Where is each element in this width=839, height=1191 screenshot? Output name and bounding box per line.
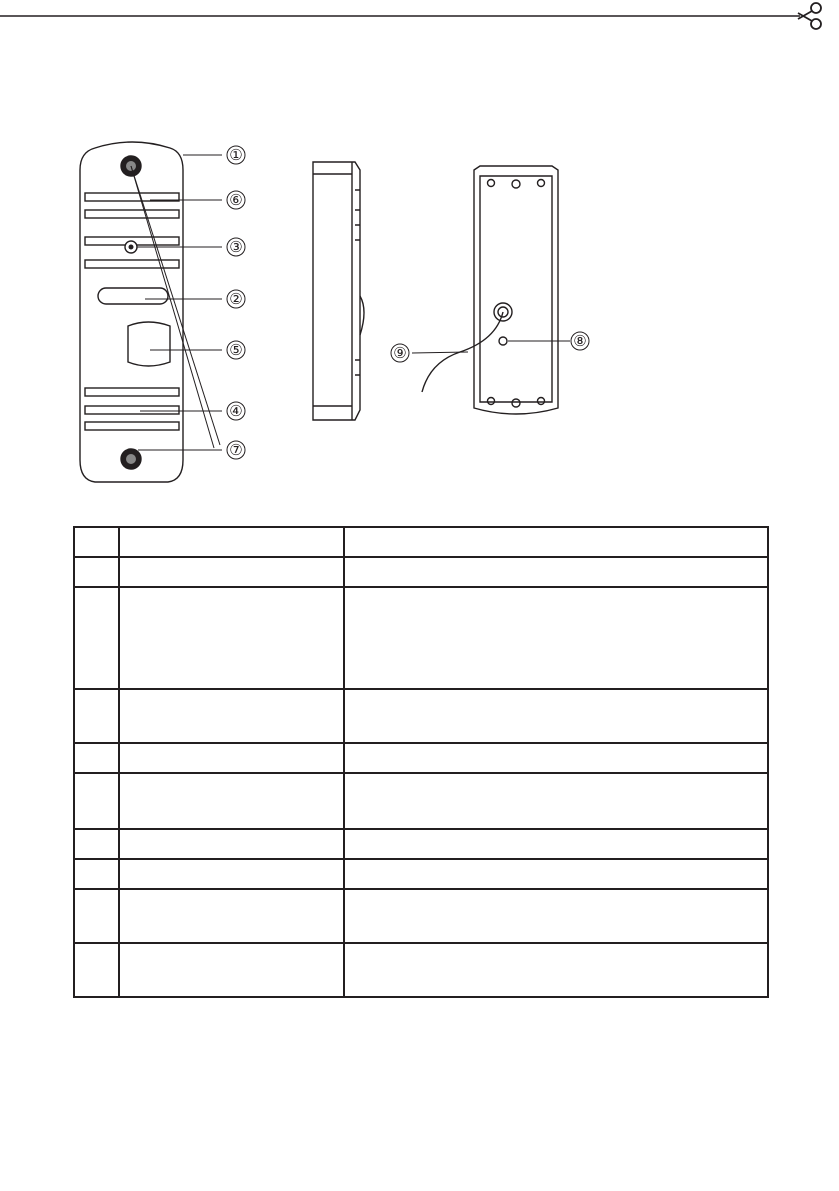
back-leader-lines (412, 341, 570, 353)
scissor-cut-line (0, 0, 839, 40)
side-panel-body (313, 162, 360, 420)
table-cell (344, 527, 768, 557)
table-cell (119, 743, 344, 773)
table-row (74, 889, 768, 943)
speaker-slot (85, 422, 179, 430)
speaker-slot (85, 388, 179, 396)
name-plate (98, 288, 168, 304)
side-view (313, 162, 364, 420)
callout-2: ② (229, 290, 243, 308)
table-header-row (74, 527, 768, 557)
table-row (74, 689, 768, 743)
back-view (422, 166, 558, 414)
table-cell (74, 773, 119, 829)
table-cell (119, 587, 344, 689)
table-cell (344, 829, 768, 859)
table-cell (119, 889, 344, 943)
callout-3: ③ (229, 238, 243, 256)
table-cell (119, 689, 344, 743)
table-cell (344, 689, 768, 743)
table-cell (74, 859, 119, 889)
table-cell (74, 943, 119, 997)
table-row (74, 943, 768, 997)
adjust-screw (499, 337, 507, 345)
callout-5: ⑤ (229, 341, 243, 359)
callout-1: ① (229, 146, 243, 164)
table-cell (344, 943, 768, 997)
back-callouts (391, 332, 589, 362)
table-cell (74, 689, 119, 743)
table-cell (74, 527, 119, 557)
table-cell (74, 829, 119, 859)
table-cell (74, 587, 119, 689)
table-cell (119, 859, 344, 889)
table-cell (119, 829, 344, 859)
table-cell (119, 527, 344, 557)
table-row (74, 557, 768, 587)
table-cell (344, 889, 768, 943)
table-row (74, 587, 768, 689)
parts-legend-table (73, 526, 769, 998)
callout-8: ⑧ (573, 332, 587, 350)
table-cell (344, 773, 768, 829)
callout-4: ④ (229, 402, 243, 420)
callout-9: ⑨ (393, 344, 407, 362)
callout-6: ⑥ (229, 191, 243, 209)
table-row (74, 773, 768, 829)
table-row (74, 829, 768, 859)
table-row (74, 743, 768, 773)
table-cell (344, 743, 768, 773)
call-button (128, 322, 170, 366)
table-cell (74, 743, 119, 773)
table-cell (119, 773, 344, 829)
table-cell (119, 557, 344, 587)
front-view (80, 142, 183, 482)
scissors-icon (798, 3, 821, 29)
back-panel-body (474, 166, 558, 414)
table-cell (119, 943, 344, 997)
table-cell (344, 587, 768, 689)
table-cell (74, 557, 119, 587)
table-cell (74, 889, 119, 943)
speaker-slot (85, 210, 179, 218)
speaker-slot (85, 260, 179, 268)
table-cell (344, 557, 768, 587)
table-cell (344, 859, 768, 889)
table-row (74, 859, 768, 889)
front-callouts (227, 146, 245, 459)
doorbell-panel-diagram (0, 130, 839, 490)
speaker-slot (85, 406, 179, 414)
callout-7: ⑦ (229, 441, 243, 459)
